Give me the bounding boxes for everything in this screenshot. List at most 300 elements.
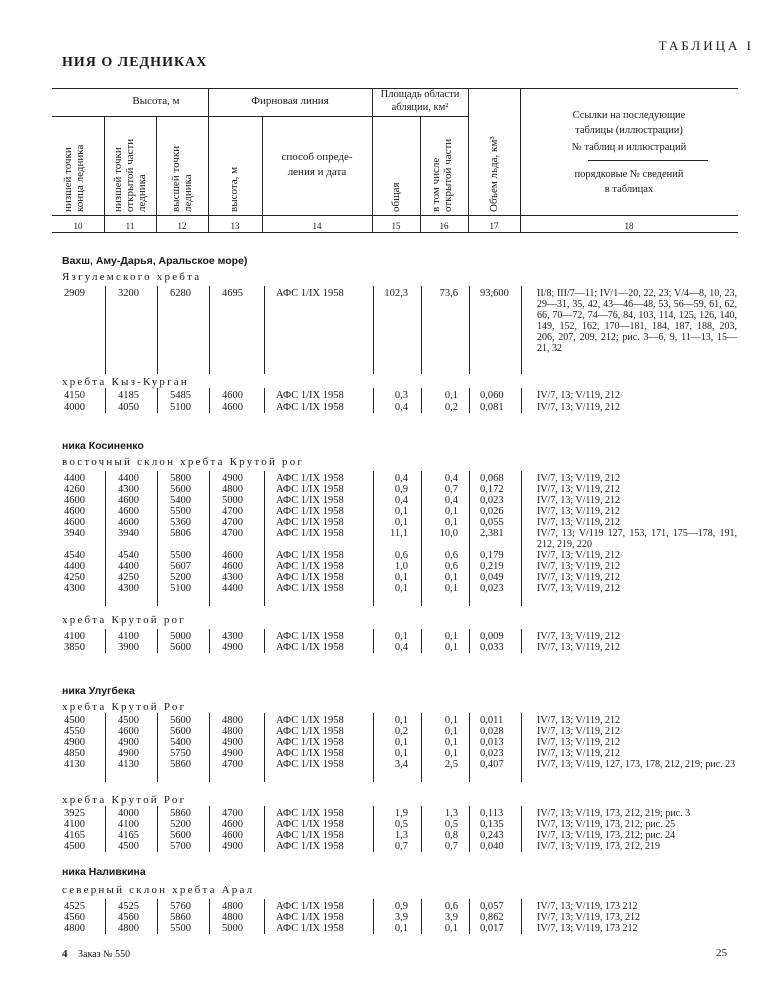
cell-c17: 0,243 (480, 830, 504, 841)
column-separator (421, 471, 422, 606)
cell-c16: 0,1 (444, 726, 458, 737)
cell-c17: 0,009 (480, 631, 504, 642)
cell-c13: 4900 (222, 473, 243, 484)
cell-c12: 5500 (170, 923, 191, 934)
cell-c14: АФС 1/IX 1958 (276, 819, 344, 830)
table-label: ТАБЛИЦА I (658, 38, 754, 53)
cell-c15: 1,9 (394, 808, 408, 819)
column-separator (157, 806, 158, 852)
cell-c17: 0,013 (480, 737, 504, 748)
cell-c12: 5600 (170, 830, 191, 841)
column-separator (373, 471, 374, 606)
cell-c14: АФС 1/IX 1958 (276, 808, 344, 819)
cell-c10: 4250 (64, 572, 85, 583)
footer-order: Заказ № 550 (78, 949, 131, 960)
cell-c14: АФС 1/IX 1958 (276, 506, 344, 517)
cell-c13: 4800 (222, 726, 243, 737)
cell-c16: 73,6 (439, 288, 458, 299)
cell-c13: 4900 (222, 748, 243, 759)
cell-c15: 0,7 (394, 841, 408, 852)
cell-c11: 4100 (118, 819, 139, 830)
cell-c15: 0,1 (394, 737, 408, 748)
cell-c11: 4800 (118, 923, 139, 934)
cell-c11: 4560 (118, 912, 139, 923)
column-separator (264, 286, 265, 374)
column-separator (157, 471, 158, 606)
cell-c12: 5100 (170, 402, 191, 413)
cell-c12: 5600 (170, 715, 191, 726)
cell-c17: 0,179 (480, 550, 504, 561)
cell-c12: 5400 (170, 737, 191, 748)
cell-c10: 4400 (64, 561, 85, 572)
cell-c10: 4400 (64, 473, 85, 484)
cell-c12: 5806 (170, 528, 191, 539)
cell-c12: 5600 (170, 642, 191, 653)
cell-c10: 4500 (64, 715, 85, 726)
cell-c17: 0,026 (480, 506, 504, 517)
cell-c17: 0,068 (480, 473, 504, 484)
cell-c12: 5600 (170, 726, 191, 737)
column-separator (421, 806, 422, 852)
column-separator (469, 899, 470, 934)
cell-c17: 0,040 (480, 841, 504, 852)
footer-signature-number: 4 (62, 948, 68, 960)
cell-c11: 4400 (118, 561, 139, 572)
cell-c14: АФС 1/IX 1958 (276, 484, 344, 495)
column-separator (469, 388, 470, 413)
cell-c16: 10,0 (439, 528, 458, 539)
column-separator (209, 471, 210, 606)
cell-c13: 4300 (222, 631, 243, 642)
cell-c15: 1,3 (394, 830, 408, 841)
cell-references: IV/7, 13; V/119, 212 (537, 484, 621, 495)
cell-c11: 4900 (118, 737, 139, 748)
cell-c15: 0,1 (394, 631, 408, 642)
cell-c16: 0,1 (444, 737, 458, 748)
height-group-header: Высота, м (132, 95, 180, 107)
cell-c15: 0,1 (394, 923, 408, 934)
cell-references: IV/7, 13; V/119, 173, 212, 219 (537, 841, 661, 852)
cell-references: IV/7, 13; V/119, 212 (537, 517, 621, 528)
cell-c11: 4600 (118, 506, 139, 517)
column-separator (157, 388, 158, 413)
column-separator (469, 471, 470, 606)
cell-c16: 0,1 (444, 631, 458, 642)
column-separator (373, 286, 374, 374)
column-separator (264, 713, 265, 782)
cell-c10: 4000 (64, 402, 85, 413)
cell-c11: 4500 (118, 715, 139, 726)
cell-c14: АФС 1/IX 1958 (276, 550, 344, 561)
cell-c14: АФС 1/IX 1958 (276, 288, 344, 299)
cell-c11: 4300 (118, 484, 139, 495)
cell-c17: 0,033 (480, 642, 504, 653)
column-separator (373, 629, 374, 653)
cell-references: IV/7, 13; V/119, 173, 212, 219; рис. 3 (537, 808, 691, 819)
column-separator (209, 899, 210, 934)
column-separator (105, 388, 106, 413)
cell-c11: 4000 (118, 808, 139, 819)
cell-c14: АФС 1/IX 1958 (276, 737, 344, 748)
section-subtitle: северный склон хребта Арал (62, 884, 255, 896)
col-number: 18 (624, 221, 634, 231)
cell-c10: 4130 (64, 759, 85, 770)
cell-c15: 0,1 (394, 506, 408, 517)
cell-c17: 0,060 (480, 390, 504, 401)
cell-c16: 0,7 (444, 841, 458, 852)
cell-c16: 3,9 (444, 912, 458, 923)
cell-c13: 4400 (222, 583, 243, 594)
cell-c10: 4100 (64, 819, 85, 830)
cell-c11: 3900 (118, 642, 139, 653)
cell-c13: 4600 (222, 402, 243, 413)
column-separator (469, 806, 470, 852)
cell-c12: 5100 (170, 583, 191, 594)
cell-c17: 0,023 (480, 748, 504, 759)
cell-c15: 0,3 (394, 390, 408, 401)
cell-c13: 4300 (222, 572, 243, 583)
section-title: ника Косиненко (62, 440, 144, 452)
cell-references: IV/7, 13; V/119, 212 (537, 572, 621, 583)
cell-c14: АФС 1/IX 1958 (276, 642, 344, 653)
col13-header: высота, м (228, 166, 240, 212)
column-separator (421, 713, 422, 782)
cell-c15: 0,1 (394, 748, 408, 759)
col12-header: высшей точки ледника (170, 145, 194, 212)
column-separator (521, 629, 522, 653)
cell-references: IV/7, 13; V/119, 212 (537, 748, 621, 759)
cell-c13: 4700 (222, 759, 243, 770)
cell-references: IV/7, 13; V/119, 212 (537, 390, 621, 401)
cell-c15: 0,2 (394, 726, 408, 737)
cell-c11: 4525 (118, 901, 139, 912)
cell-c10: 4600 (64, 495, 85, 506)
cell-c16: 0,1 (444, 642, 458, 653)
cell-c11: 3940 (118, 528, 139, 539)
column-separator (209, 286, 210, 374)
cell-c10: 4100 (64, 631, 85, 642)
cell-c15: 0,4 (394, 402, 408, 413)
cell-c11: 4600 (118, 517, 139, 528)
cell-references: IV/7, 13; V/119, 212 (537, 402, 621, 413)
cell-c10: 2909 (64, 288, 85, 299)
column-separator (469, 629, 470, 653)
cell-references: IV/7, 13; V/119 127, 153, 171, 175—178, 191, 212, 219, 220 (537, 528, 737, 550)
column-separator (157, 899, 158, 934)
cell-references: IV/7, 13; V/119, 212 (537, 495, 621, 506)
cell-c14: АФС 1/IX 1958 (276, 923, 344, 934)
cell-c16: 0,7 (444, 484, 458, 495)
cell-c10: 3925 (64, 808, 85, 819)
cell-c11: 3200 (118, 288, 139, 299)
column-separator (469, 286, 470, 374)
column-separator (157, 629, 158, 653)
cell-c13: 4800 (222, 484, 243, 495)
cell-c12: 5500 (170, 550, 191, 561)
cell-c17: 0,219 (480, 561, 504, 572)
cell-c17: 0,135 (480, 819, 504, 830)
cell-c16: 0,5 (444, 819, 458, 830)
column-separator (373, 388, 374, 413)
cell-c15: 0,1 (394, 583, 408, 594)
col-number: 15 (391, 221, 401, 231)
cell-c15: 0,1 (394, 715, 408, 726)
cell-c14: АФС 1/IX 1958 (276, 473, 344, 484)
cell-references: IV/7, 13; V/119, 173, 212; рис. 25 (537, 819, 676, 830)
cell-references: II/8; III/7—11; IV/1—20, 22, 23; V/4—8, 10, 23, 29—31, 35, 42, 43—46—48, 53, 56—59, 61, 62, 66, 70—72, 74—76, 84, 103, 114, 125, 126, 140, 149, 152, 162, 170—181, 184, 187, 188, 203, 206, 207, 209, 212; рис. 3—6, 9, 11—13, 15—21, 32 (537, 288, 737, 354)
cell-c11: 4130 (118, 759, 139, 770)
cell-c10: 4800 (64, 923, 85, 934)
cell-c14: АФС 1/IX 1958 (276, 748, 344, 759)
cell-references: IV/7, 13; V/119, 173, 212 (537, 912, 641, 923)
cell-c17: 2,381 (480, 528, 504, 539)
cell-c11: 4600 (118, 726, 139, 737)
cell-c14: АФС 1/IX 1958 (276, 901, 344, 912)
cell-c17: 0,023 (480, 583, 504, 594)
col11-header: низшей точки открытой части ледника (112, 138, 148, 212)
cell-c15: 0,4 (394, 495, 408, 506)
section-subtitle: Язгулемского хребта (62, 271, 202, 283)
cell-c12: 5600 (170, 484, 191, 495)
cell-c11: 4500 (118, 841, 139, 852)
cell-c13: 4600 (222, 830, 243, 841)
cell-c10: 4560 (64, 912, 85, 923)
column-separator (209, 806, 210, 852)
cell-c17: 0,113 (480, 808, 504, 819)
column-separator (105, 471, 106, 606)
cell-c17: 0,172 (480, 484, 504, 495)
cell-c10: 4165 (64, 830, 85, 841)
column-separator (373, 806, 374, 852)
column-separator (209, 713, 210, 782)
cell-c13: 4600 (222, 390, 243, 401)
column-separator (157, 286, 158, 374)
col15-header: общая (390, 182, 402, 212)
section-title: Вахш, Аму-Дарья, Аральское море) (62, 255, 248, 267)
cell-references: IV/7, 13; V/119, 212 (537, 715, 621, 726)
column-separator (521, 388, 522, 413)
cell-c14: АФС 1/IX 1958 (276, 517, 344, 528)
column-separator (421, 899, 422, 934)
section-subtitle: хребта Крутой Рог (62, 794, 187, 806)
col-number: 14 (312, 221, 322, 231)
column-separator (264, 388, 265, 413)
column-separator (421, 388, 422, 413)
cell-c10: 4260 (64, 484, 85, 495)
cell-c13: 4800 (222, 715, 243, 726)
cell-c14: АФС 1/IX 1958 (276, 631, 344, 642)
column-separator (105, 286, 106, 374)
cell-references: IV/7, 13; V/119, 127, 173, 178, 212, 219; рис. 23 (537, 759, 736, 770)
cell-c13: 4800 (222, 901, 243, 912)
cell-c13: 4700 (222, 517, 243, 528)
cell-c11: 4050 (118, 402, 139, 413)
section-title: ника Наливкина (62, 866, 146, 878)
cell-c13: 4900 (222, 642, 243, 653)
cell-c10: 4300 (64, 583, 85, 594)
cell-c13: 5000 (222, 923, 243, 934)
cell-c12: 5400 (170, 495, 191, 506)
cell-c10: 4500 (64, 841, 85, 852)
cell-c16: 0,1 (444, 748, 458, 759)
cell-c10: 4600 (64, 517, 85, 528)
cell-c17: 0,011 (480, 715, 504, 726)
cell-c16: 0,1 (444, 923, 458, 934)
column-separator (105, 806, 106, 852)
column-separator (469, 713, 470, 782)
cell-c16: 0,1 (444, 715, 458, 726)
cell-c15: 0,4 (394, 642, 408, 653)
cell-c15: 0,6 (394, 550, 408, 561)
col10-header: низшей точки конца ледника (62, 144, 86, 212)
cell-c11: 4300 (118, 583, 139, 594)
column-separator (421, 286, 422, 374)
cell-c13: 4700 (222, 808, 243, 819)
cell-c12: 5750 (170, 748, 191, 759)
cell-c17: 0,081 (480, 402, 504, 413)
cell-references: IV/7, 13; V/119, 212 (537, 737, 621, 748)
cell-c13: 4800 (222, 912, 243, 923)
column-separator (264, 471, 265, 606)
cell-c11: 4165 (118, 830, 139, 841)
cell-c15: 0,4 (394, 473, 408, 484)
cell-references: IV/7, 13; V/119, 212 (537, 561, 621, 572)
cell-references: IV/7, 13; V/119, 212 (537, 506, 621, 517)
cell-c11: 4540 (118, 550, 139, 561)
section-title: ника Улугбека (62, 685, 135, 697)
cell-c11: 4250 (118, 572, 139, 583)
cell-c11: 4600 (118, 495, 139, 506)
cell-c15: 0,9 (394, 484, 408, 495)
col17-header: Объем льда, км³ (488, 136, 500, 212)
cell-c16: 2,5 (444, 759, 458, 770)
col-number: 16 (439, 221, 449, 231)
cell-c11: 4900 (118, 748, 139, 759)
column-separator (209, 629, 210, 653)
column-separator (521, 286, 522, 374)
column-separator (521, 471, 522, 606)
cell-c12: 5860 (170, 759, 191, 770)
col-number: 10 (73, 221, 83, 231)
cell-c10: 4900 (64, 737, 85, 748)
cell-c16: 0,1 (444, 390, 458, 401)
cell-references: IV/7, 13; V/119, 173 212 (537, 901, 638, 912)
cell-references: IV/7, 13; V/119, 212 (537, 642, 621, 653)
cell-c17: 0,057 (480, 901, 504, 912)
column-separator (264, 899, 265, 934)
cell-c12: 5200 (170, 572, 191, 583)
cell-c10: 4550 (64, 726, 85, 737)
cell-c15: 11,1 (390, 528, 408, 539)
cell-c13: 4600 (222, 561, 243, 572)
cell-c14: АФС 1/IX 1958 (276, 528, 344, 539)
cell-c14: АФС 1/IX 1958 (276, 561, 344, 572)
cell-c15: 1,0 (394, 561, 408, 572)
column-separator (373, 899, 374, 934)
cell-c17: 0,055 (480, 517, 504, 528)
cell-c17: 0,049 (480, 572, 504, 583)
cell-references: IV/7, 13; V/119, 212 (537, 550, 621, 561)
column-separator (264, 806, 265, 852)
cell-c14: АФС 1/IX 1958 (276, 912, 344, 923)
column-separator (157, 713, 158, 782)
cell-c13: 4600 (222, 550, 243, 561)
cell-c12: 6280 (170, 288, 191, 299)
cell-c16: 0,1 (444, 517, 458, 528)
cell-c15: 0,9 (394, 901, 408, 912)
cell-c10: 4540 (64, 550, 85, 561)
area-group-header: Площадь области абляции, км² (380, 89, 460, 113)
cell-c11: 4400 (118, 473, 139, 484)
firn-group-header: Фирновая линия (251, 95, 329, 107)
cell-c10: 3940 (64, 528, 85, 539)
cell-c16: 0,1 (444, 572, 458, 583)
cell-c15: 102,3 (384, 288, 408, 299)
cell-c15: 0,5 (394, 819, 408, 830)
column-separator (421, 629, 422, 653)
cell-references: IV/7, 13; V/119, 212 (537, 631, 621, 642)
cell-c16: 0,6 (444, 561, 458, 572)
col-number: 13 (230, 221, 240, 231)
cell-c14: АФС 1/IX 1958 (276, 830, 344, 841)
cell-c16: 0,6 (444, 550, 458, 561)
cell-c17: 0,023 (480, 495, 504, 506)
cell-c13: 4900 (222, 841, 243, 852)
cell-c16: 0,2 (444, 402, 458, 413)
section-subtitle: хребта Крутой Рог (62, 701, 187, 713)
cell-c15: 3,9 (394, 912, 408, 923)
cell-c16: 1,3 (444, 808, 458, 819)
cell-c10: 3850 (64, 642, 85, 653)
cell-c10: 4525 (64, 901, 85, 912)
cell-c10: 4850 (64, 748, 85, 759)
cell-c17: 93,600 (480, 288, 509, 299)
cell-c14: АФС 1/IX 1958 (276, 583, 344, 594)
cell-c14: АФС 1/IX 1958 (276, 715, 344, 726)
cell-c14: АФС 1/IX 1958 (276, 841, 344, 852)
cell-c12: 5860 (170, 808, 191, 819)
cell-references: IV/7, 13; V/119, 212 (537, 473, 621, 484)
column-separator (105, 629, 106, 653)
column-separator (521, 899, 522, 934)
column-separator (105, 899, 106, 934)
cell-references: IV/7, 13; V/119, 212 (537, 583, 621, 594)
cell-c10: 4150 (64, 390, 85, 401)
cell-c12: 5200 (170, 819, 191, 830)
cell-c17: 0,407 (480, 759, 504, 770)
cell-c13: 4695 (222, 288, 243, 299)
column-separator (373, 713, 374, 782)
cell-c15: 0,1 (394, 572, 408, 583)
cell-c17: 0,017 (480, 923, 504, 934)
cell-c12: 5485 (170, 390, 191, 401)
column-separator (521, 806, 522, 852)
cell-c17: 0,862 (480, 912, 504, 923)
cell-c15: 3,4 (394, 759, 408, 770)
cell-c16: 0,6 (444, 901, 458, 912)
cell-c14: АФС 1/IX 1958 (276, 726, 344, 737)
cell-references: IV/7, 13; V/119, 212 (537, 726, 621, 737)
cell-c11: 4185 (118, 390, 139, 401)
cell-c10: 4600 (64, 506, 85, 517)
cell-c15: 0,1 (394, 517, 408, 528)
cell-c16: 0,4 (444, 495, 458, 506)
cell-c11: 4100 (118, 631, 139, 642)
cell-c13: 4700 (222, 506, 243, 517)
col-number: 17 (489, 221, 499, 231)
col-number: 12 (177, 221, 187, 231)
column-separator (521, 713, 522, 782)
